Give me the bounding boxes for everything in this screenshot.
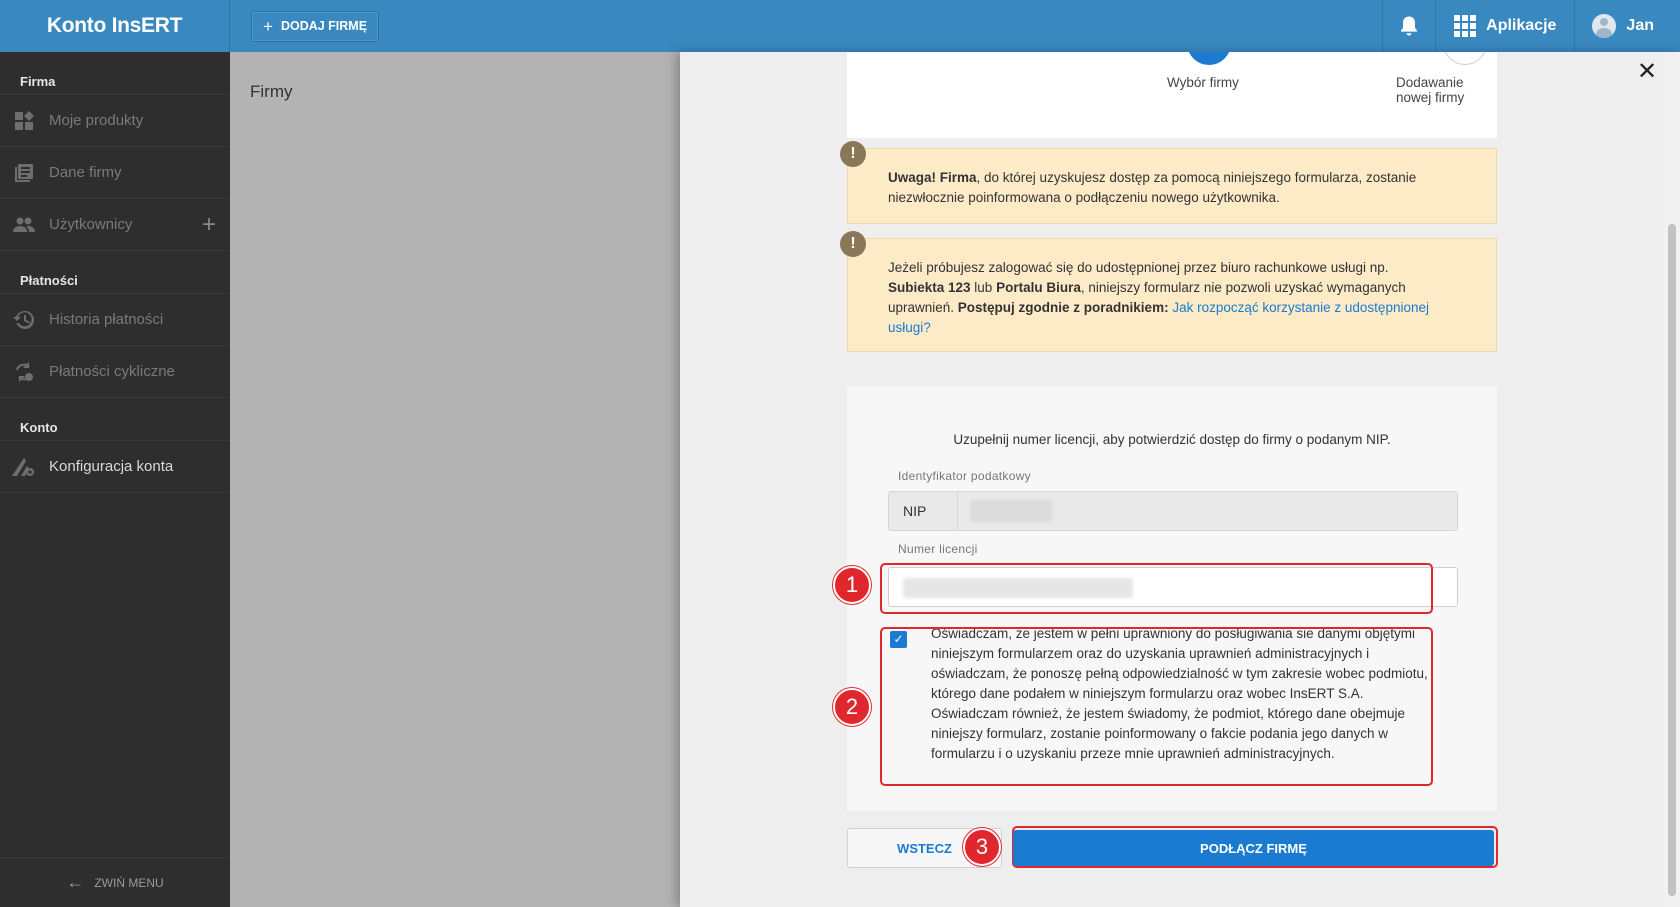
plus-icon: + [263,16,273,36]
sidebar-item-label: Płatności cykliczne [49,363,175,380]
user-name: Jan [1626,17,1654,34]
sidebar-item-users[interactable] [0,199,230,251]
connect-company-button[interactable]: PODŁĄCZ FIRMĘ [1013,830,1494,866]
sidebar-item-label: Moje produkty [49,112,144,129]
top-bar [0,0,1680,52]
tax-id-label: Identyfikator podatkowy [898,469,1031,483]
exclamation-icon: ! [840,231,866,257]
apps-label: Aplikacje [1486,17,1557,34]
step-1-indicator [1187,52,1231,65]
add-company-label: DODAJ FIRMĘ [280,19,368,33]
alert-bold-text: Subiekta 123 [888,280,971,295]
add-user-icon[interactable]: + [201,211,216,238]
main-content-overlay[interactable] [230,52,680,907]
sidebar-item-payment-history[interactable] [0,294,230,346]
users-icon [12,213,36,237]
add-company-button[interactable] [251,11,379,42]
sidebar [0,52,230,907]
brand-logo[interactable]: Konto InsERT [0,0,230,52]
step-2-label: Dodawanie nowej firmy [1396,75,1465,105]
section-title-firma: Firma [0,52,230,95]
back-button[interactable]: WSTECZ [847,828,1002,868]
guide-link[interactable]: Jak rozpocząć korzystanie z udostępnionej usługi? [888,300,1429,335]
recurring-icon [12,360,36,384]
collapse-menu-button[interactable] [0,857,230,907]
alert-text: Jeżeli próbujesz zalogować się do udostępnionej przez biuro rachunkowe usługi np. [888,260,1389,275]
sidebar-item-label: Użytkownicy [49,216,133,233]
alert-text: , niniejszy formularz nie pozwoli uzyskać wymaganych uprawnień. [888,280,1406,315]
apps-grid-icon [1454,15,1476,37]
warning-alert-notify [847,145,1497,224]
sidebar-item-label: Historia płatności [49,311,164,328]
section-title-platnosci: Płatności [0,251,230,294]
sidebar-item-label: Konfiguracja konta [49,458,174,475]
sidebar-item-company-data[interactable] [0,147,230,199]
alert-bold-text: Uwaga! Firma [888,170,977,185]
notifications-button[interactable] [1382,0,1435,52]
consent-checkbox[interactable]: ✓ [890,631,907,648]
company-data-icon [12,161,36,185]
alert-text: lub [970,280,997,295]
page-title: Firmy [250,82,293,101]
step-badge-2: 2 [833,688,871,726]
close-icon[interactable]: ✕ [1636,58,1658,85]
consent-text: Oświadczam, że jestem w pełni uprawniony do posługiwania sie danymi objętymi niniejszym formularzem oraz do uzyskania uprawnień administracyjnych i oświadczam, że ponoszę pełną odpowiedzialność w tym zakresie wobec podmiotu, którego dane podałem w niniejszym formularzu oraz wobec InsERT S.A. Oświadczam również, że jestem świadomy, że podmiot, którego dane obejmuje niniejszy formularz, zostanie poinformowany o fakcie podania jego danych w formularzu i o uzyskaniu przeze mnie uprawnień administracyjnych. [931,626,1428,761]
user-menu[interactable] [1574,0,1680,52]
step-badge-1: 1 [833,566,871,604]
apps-menu[interactable] [1435,0,1574,52]
stepper [847,52,1497,138]
collapse-menu-label: ZWIŃ MENU [94,875,164,890]
arrow-left-icon: ← [66,872,85,892]
products-icon [12,109,36,133]
alert-bold-text: Postępuj zgodnie z poradnikiem: [957,300,1169,315]
step-1-label: Wybór firmy [1167,75,1239,90]
nip-value-redacted [970,500,1052,522]
form-intro-text: Uzupełnij numer licencji, aby potwierdzić dostęp do firmy o podanym NIP. [953,432,1391,447]
license-number-label: Numer licencji [898,542,978,556]
step-2-indicator [1443,52,1487,65]
bell-icon [1399,15,1419,37]
step-badge-3: 3 [963,828,1001,866]
exclamation-icon: ! [840,141,866,167]
highlight-consent [880,627,1433,786]
add-company-drawer [680,52,1680,907]
scrollbar-thumb[interactable] [1668,224,1676,896]
sidebar-item-products[interactable] [0,95,230,147]
sidebar-item-account-config[interactable] [0,441,230,493]
sidebar-item-label: Dane firmy [49,164,122,181]
section-title-konto: Konto [0,398,230,441]
warning-alert-accounting-office [847,235,1497,352]
sidebar-item-recurring-payments[interactable] [0,346,230,398]
nip-prefix: NIP [889,492,958,530]
nip-field [888,491,1458,531]
highlight-license-input [880,563,1433,614]
account-config-icon [12,455,36,479]
avatar [1592,14,1616,38]
alert-bold-text: Portalu Biura [996,280,1081,295]
top-right-menu [1382,0,1680,52]
history-icon [12,308,36,332]
alert-text: , do której uzyskujesz dostęp za pomocą niniejszego formularza, zostanie niezwłocznie poinformowana o podłączeniu nowego użytkownika. [888,170,1417,205]
